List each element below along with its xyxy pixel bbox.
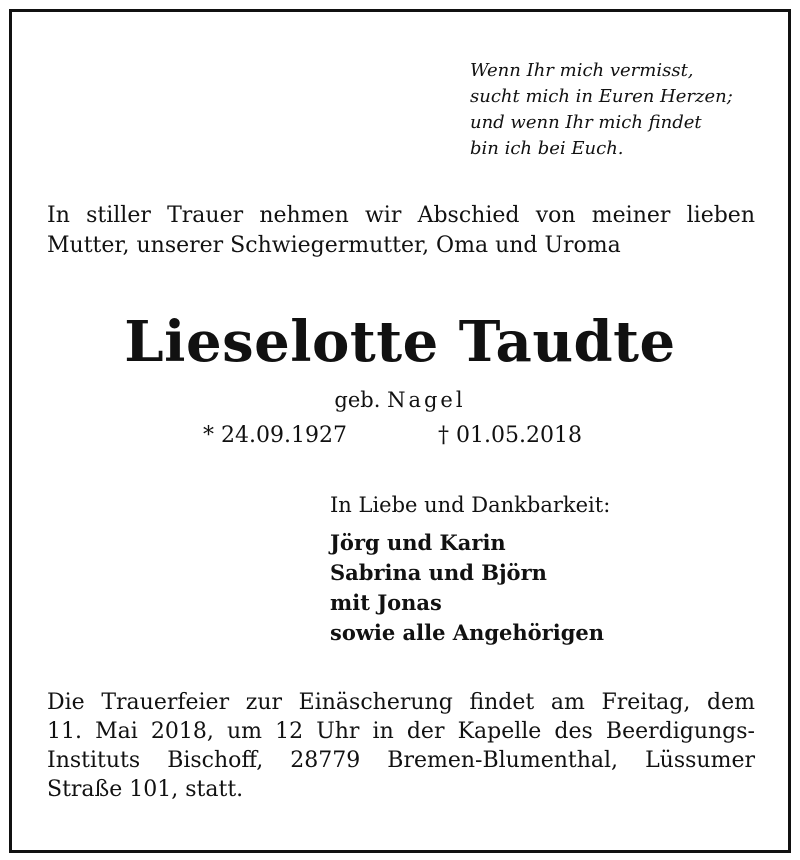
intro-line: Mutter, unserer Schwiegermutter, Oma und Uroma	[47, 233, 621, 258]
mourner-name: sowie alle Angehörigen	[330, 620, 605, 645]
mourners-heading: In Liebe und Dankbarkeit:	[330, 493, 611, 517]
maiden-prefix: geb.	[334, 388, 381, 412]
motto-line: und wenn Ihr mich findet	[470, 112, 702, 133]
death-date: † 01.05.2018	[438, 423, 582, 448]
maiden-surname: Nagel	[387, 388, 466, 412]
intro-line: In stiller Trauer nehmen wir Abschied von meiner lieben	[47, 203, 755, 228]
mourners-list	[330, 528, 604, 648]
funeral-line: Instituts Bischoff, 28779 Bremen-Blumenthal, Lüssumer	[47, 748, 755, 773]
funeral-info	[47, 688, 755, 804]
motto-line: sucht mich in Euren Herzen;	[470, 86, 733, 107]
motto-line: Wenn Ihr mich vermisst,	[470, 60, 694, 81]
deceased-name: Lieselotte Taudte	[124, 309, 676, 375]
mourner-name: Jörg und Karin	[330, 530, 506, 555]
maiden-name	[0, 386, 800, 414]
mourner-name: Sabrina und Björn	[330, 560, 547, 585]
funeral-line: Die Trauerfeier zur Einäscherung findet am Freitag, dem	[47, 690, 755, 715]
motto-line: bin ich bei Euch.	[470, 138, 624, 159]
intro-text	[47, 201, 755, 261]
motto-verse	[470, 58, 733, 162]
birth-date: * 24.09.1927	[203, 423, 347, 448]
funeral-line: 11. Mai 2018, um 12 Uhr in der Kapelle des Beerdigungs-	[47, 719, 755, 744]
mourner-name: mit Jonas	[330, 590, 442, 615]
funeral-line: Straße 101, statt.	[47, 777, 244, 802]
